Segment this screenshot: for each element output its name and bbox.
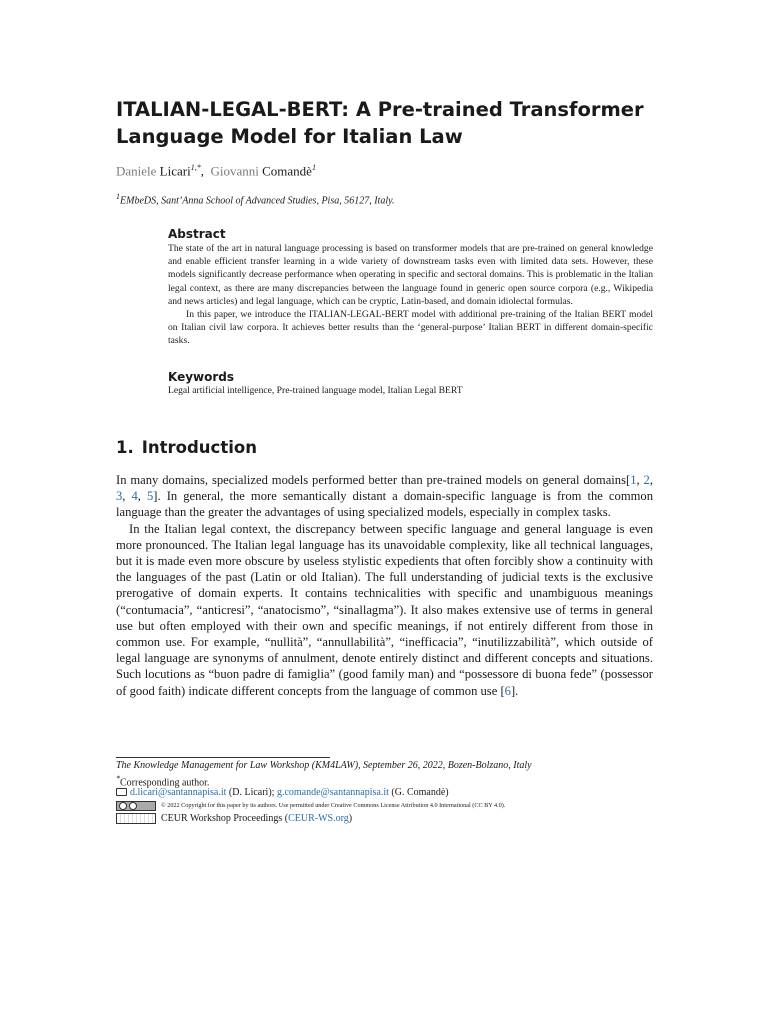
author-mark: 1,* — [190, 163, 201, 172]
affiliation-text: EMbeDS, Sant’Anna School of Advanced Studies, Pisa, 56127, Italy. — [120, 195, 395, 207]
section-number: 1. — [116, 438, 134, 457]
ceur-logo-icon — [116, 813, 156, 824]
author-separator: , — [200, 163, 204, 179]
proceedings-text: CEUR Workshop Proceedings ( — [161, 813, 289, 824]
section-title: Introduction — [141, 438, 257, 457]
email-owner: (D. Licari); — [228, 787, 275, 798]
author-mark: 1 — [311, 163, 316, 172]
email-owner: (G. Comandè) — [391, 787, 449, 798]
copyright-text: © 2022 Copyright for this paper by its authors. Use permitted under Creative Commons License Attribution 4.0 International (CC BY 4.0). — [161, 802, 506, 810]
footnote-proceedings — [116, 813, 352, 824]
footnote-mark: * — [116, 774, 120, 783]
keywords-text: Legal artificial intelligence, Pre-trained language model, Italian Legal BERT — [168, 385, 463, 396]
cc-by-license-icon — [116, 801, 156, 811]
abstract-paragraph: In this paper, we introduce the ITALIAN-LEGAL-BERT model with additional pre-training of the Italian BERT model on Italian civil law corpora. It achieves better results than the ‘general-purpose’ Italian BERT in different domain-specific tasks. — [168, 309, 653, 347]
footnote-venue: The Knowledge Management for Law Workshop (KM4LAW), September 26, 2022, Bozen-Bolzano, Italy — [116, 760, 532, 771]
paragraph-text: In the Italian legal context, the discrepancy between specific language and general language is even more pronounced. The Italian legal language has its unavoidable complexity, like all technical languages, but it is made even more obscure by useless stylistic expedients that often forcibly show a continuity with the languages of the past (Latin or old Italian). The full understanding of judicial texts is the exclusive prerogative of domain experts. It contains technicalities with specific and unambiguous meanings (“contumacia”, “anticresi”, “anatocismo”, “sinallagma”). It also makes extensive use of terms in general use but often employed with their own and specific meanings, if not entirely different from those in common use. For example, “nullità”, “annullabilità”, “inefficacia”, “inutilizzabilità”, which outside of legal language are synonyms of annulment, denote entirely distinct and different concepts and situations. Such locutions as “buon padre di famiglia” (good family man) and “possessore di buona fede” (possessor of good faith) indicate different concepts from the language of common use [ — [116, 521, 653, 698]
author-first-name: Giovanni — [210, 163, 259, 179]
paragraph-text: ]. — [510, 683, 519, 698]
citation-link[interactable]: 1 — [630, 473, 637, 487]
citation-link[interactable]: 4 — [131, 489, 138, 504]
citation-link[interactable]: 5 — [147, 489, 154, 504]
body-paragraph: In many domains, specialized models performed better than pre-trained models on general domains[1, 2, 3, 4, 5]. In general, the more semantically distant a domain-specific language is from the common language than the greater the advantages of using specialized models, especially in complex tasks. — [116, 473, 654, 520]
email-link[interactable]: d.licari@santannapisa.it — [130, 787, 227, 798]
ceur-link[interactable]: CEUR-WS.org — [288, 813, 349, 824]
author-list — [116, 163, 316, 179]
abstract-body — [168, 242, 653, 348]
affiliation — [116, 192, 395, 206]
abstract-paragraph: The state of the art in natural language processing is based on transformer models that are pre-trained on general knowledge and enable efficient transfer learning in a wide variety of downstream tasks even with limited data sets. However, these models significantly decrease performance when operating in specific and sectoral domains. This is problematic in the Italian legal context, as there are many discrepancies between the language found in generic open source corpora (e.g., Wikipedia and news articles) and legal language, which can be cryptic, Latin-based, and domain idiolectal formulas. — [168, 243, 653, 307]
footnote-text: Corresponding author. — [120, 777, 210, 789]
abstract-heading: Abstract — [168, 227, 226, 241]
paragraph-text: ]. In general, the more semantically distant a domain-specific language is from the common language than the greater the advantages of using specialized models, especially in complex tasks. — [116, 489, 654, 520]
envelope-icon — [116, 788, 127, 796]
author-last-name: Licari — [159, 163, 191, 179]
author-first-name: Daniele — [116, 163, 157, 179]
citation-link[interactable]: 3 — [116, 489, 123, 504]
author-last-name: Comandè — [262, 163, 312, 179]
affiliation-mark: 1 — [116, 192, 120, 201]
footnote-emails — [116, 787, 449, 798]
keywords-heading: Keywords — [168, 370, 235, 384]
paragraph-text: In many domains, specialized models performed better than pre-trained models on general domains[ — [116, 473, 631, 487]
footnote-copyright — [116, 800, 505, 811]
section-heading — [116, 438, 257, 457]
footnote-rule — [116, 757, 330, 758]
introduction-body — [116, 472, 653, 699]
citation-link[interactable]: 2 — [643, 473, 650, 487]
paper-title: ITALIAN-LEGAL-BERT: A Pre-trained Transformer Language Model for Italian Law — [116, 98, 644, 148]
citation-link[interactable]: 6 — [504, 683, 511, 698]
email-link[interactable]: g.comande@santannapisa.it — [276, 787, 389, 798]
body-paragraph — [116, 521, 653, 699]
proceedings-text-end: ) — [348, 813, 353, 824]
